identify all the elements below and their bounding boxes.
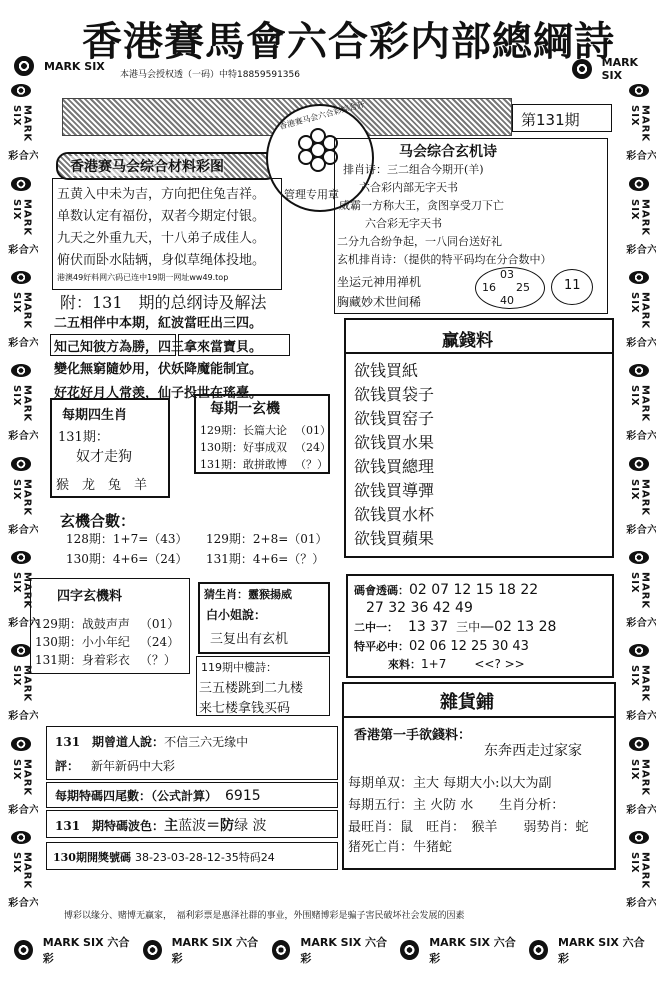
- mark-six-logo-icon: [14, 56, 34, 76]
- mark-six-logo-icon: [629, 271, 649, 284]
- sizi-row: [35, 633, 179, 650]
- bottom-border-strip: [14, 934, 648, 966]
- zahuo-line: 最旺肖：鼠 旺肖： 猴羊 弱势肖：蛇: [348, 820, 589, 835]
- page-title: 香港賽馬會六合彩内部總綱詩: [82, 18, 615, 65]
- border-brand-cn: 六合彩: [5, 616, 38, 628]
- mark-six-logo-icon: [11, 177, 31, 190]
- codes-value: 1+7: [421, 657, 447, 671]
- seal-ring-text: 香港赛马会六合彩综合开: [278, 99, 366, 132]
- mark-six-logo-icon: [629, 364, 649, 377]
- mahui-line: 坐运元神用禅机: [337, 275, 422, 289]
- codes-value: <<? >>: [474, 657, 525, 671]
- gangshi-heading-prefix: 附：131: [60, 293, 123, 312]
- right-border-strip: [622, 80, 656, 920]
- gangshi-line: 知己知彼方為勝，四三拿來當寶貝。: [54, 340, 263, 355]
- banner-text: 香港赛马会综合材料彩图: [70, 156, 224, 176]
- oval-number: 16: [482, 281, 496, 294]
- codes-line: [354, 638, 529, 654]
- row-text: 战鼓声声: [81, 617, 130, 631]
- sizi-row: [35, 651, 176, 668]
- border-brand-text: MARK SIX: [11, 478, 33, 516]
- xuanjishu-cell: 130期：4+6=（24）: [66, 552, 188, 566]
- mark-six-logo-icon: [143, 940, 162, 960]
- yingqian-item: 欲钱買窑子: [354, 409, 435, 428]
- weishu-box: [46, 782, 338, 808]
- bose-fang: 绿 波: [234, 818, 267, 834]
- bose-label: 131 期特碼波色：: [55, 819, 165, 833]
- border-brand-cn: 六合彩: [5, 150, 38, 162]
- daoren-ping-text: 新年新码中大彩: [91, 759, 176, 773]
- codes-value: —02 13 28: [480, 619, 557, 635]
- mark-six-logo-icon: [272, 940, 291, 960]
- border-brand-cn: 六合彩: [5, 710, 38, 722]
- row-issue: 131期：: [200, 458, 243, 471]
- seal-title: 管理专用章: [284, 188, 339, 201]
- border-brand-text: MARK SIX: [629, 385, 651, 423]
- caishengxiao-box: [198, 582, 330, 654]
- zahuo-box: [342, 682, 616, 870]
- yingqian-title: 赢錢料: [442, 331, 493, 351]
- border-brand-text: MARK SIX: [11, 198, 33, 236]
- kaijiang-box: [46, 842, 338, 870]
- row-num: （？）: [295, 458, 328, 471]
- mark-six-logo-icon: [629, 831, 649, 844]
- yingqian-item: 欲钱買袋子: [354, 385, 435, 404]
- weishu-label: 每期特碼四尾數：（公式計算）: [55, 789, 218, 803]
- mark-six-logo-icon: [14, 940, 33, 960]
- mahui-line: 排肖诗：三二组合今期开(羊): [343, 163, 484, 176]
- caishengxiao-title: 猜生肖：靈猴揚威: [204, 588, 292, 601]
- sizi-box: [30, 578, 190, 674]
- poem-footer: 港澳49好料网六码已连中19期一网址ww49.top: [57, 273, 229, 282]
- issue-badge: [512, 104, 612, 132]
- codes-line: [354, 582, 538, 598]
- sizi-title: 四字玄機料: [57, 589, 123, 604]
- row-num: （24）: [139, 635, 180, 649]
- border-brand-text: MARK SIX: [629, 105, 651, 143]
- border-brand-cn: 六合彩: [623, 803, 656, 815]
- weishu-value: 6915: [225, 788, 261, 804]
- oval-number: 40: [500, 294, 514, 307]
- border-brand-text: MARK SIX: [629, 291, 651, 329]
- banner: [56, 152, 278, 180]
- sishengxiao-issue: 131期：: [58, 430, 109, 445]
- mark-six-logo-icon: [400, 940, 419, 960]
- louzhong-title: 119期中樓詩：: [201, 661, 277, 674]
- left-poem-box: [52, 178, 282, 290]
- sishengxiao-box: [50, 398, 170, 498]
- codes-line: [388, 656, 525, 672]
- border-brand-cn: 六合彩: [623, 430, 656, 442]
- border-brand-cn: 六合彩: [623, 150, 656, 162]
- border-brand-text: MARK SIX: [629, 758, 651, 796]
- yingqian-item: 欲钱買水果: [354, 433, 435, 452]
- codes-line: [354, 618, 556, 635]
- louzhong-line: 来七楼拿钱买码: [199, 701, 291, 716]
- xuanjishu-cell: 131期：4+6=（？）: [206, 552, 325, 566]
- number-oval: [475, 267, 545, 309]
- row-issue: 129期：: [35, 617, 82, 631]
- border-brand-text: MARK SIX: [11, 291, 33, 329]
- border-brand-text: MARK SIX: [11, 105, 33, 143]
- yingqian-box: [344, 318, 614, 558]
- border-brand-cn: 六合彩: [5, 523, 38, 535]
- yingqian-item: 欲钱買總理: [354, 457, 435, 476]
- footer-disclaimer: 博彩以缘分、赌博无赢家， 福利彩票是惠泽社群的事业，外围赌博彩是骗子害民破坏社会发展的因素: [64, 911, 465, 921]
- yixuanji-box: [194, 394, 330, 474]
- circle-number: [551, 269, 593, 305]
- mahui-line: 玄机排肖诗：（提供的特平码均在分合数中）: [337, 253, 552, 266]
- row-issue: 130期：: [35, 635, 82, 649]
- yingqian-item: 欲钱買導彈: [354, 481, 435, 500]
- mahui-poem-box: [334, 138, 608, 314]
- poem-line: 五黄入中未为吉，方向把住兔吉祥。: [57, 187, 266, 202]
- codes-line: 27 32 36 42 49: [366, 600, 473, 616]
- codes-value: 02 07 12 15 18 22: [409, 582, 539, 598]
- zahuo-hk-text: 东奔西走过家家: [484, 743, 582, 759]
- mark-six-logo-icon: [629, 644, 649, 657]
- border-brand-cn: 六合彩: [5, 803, 38, 815]
- row-num: （？）: [139, 653, 176, 667]
- kaijiang-label: 130期開獎號碼: [53, 851, 131, 864]
- daoren-text: 不信三六无缘中: [164, 735, 249, 749]
- zahuo-hk-label: 香港第一手欲錢料：: [354, 728, 472, 743]
- poem-line: 单数认定有福份，双者今期定付银。: [57, 209, 266, 224]
- codes-value: 13 37: [408, 619, 449, 635]
- brand-text: MARK SIX: [44, 59, 105, 73]
- border-brand-cn: 六合彩: [623, 896, 656, 908]
- mahui-line: 胸藏妙术世间稀: [337, 295, 422, 309]
- left-border-strip: [4, 80, 38, 920]
- bottom-brand-text: MARK SIX 六合彩: [300, 936, 387, 965]
- yixuanji-row: [200, 439, 331, 455]
- xuanjishu-title: 玄機合數：: [60, 512, 136, 530]
- sishengxiao-animals: 猴 龙 兔 羊: [56, 478, 148, 493]
- daoren-ping-label: 評：: [55, 759, 80, 773]
- border-brand-cn: 六合彩: [5, 896, 38, 908]
- mark-six-logo-icon: [11, 737, 31, 750]
- daoren-issue: 131 期曾道人說：: [55, 735, 165, 749]
- codes-label: 碼會透碼：: [354, 584, 409, 597]
- circle-number-text: 11: [564, 278, 581, 293]
- daoren-line: [55, 733, 248, 750]
- bose-fang-label: ＝防: [206, 818, 235, 834]
- mark-six-logo-icon: [529, 940, 548, 960]
- kaijiang-line: [53, 849, 275, 865]
- border-brand-text: MARK SIX: [11, 851, 33, 889]
- brand-text: MARK SIX: [601, 56, 639, 82]
- border-brand-cn: 六合彩: [5, 243, 38, 255]
- border-brand-cn: 六合彩: [623, 616, 656, 628]
- xuanjishu-cell: 128期：1+7=（43）: [66, 532, 188, 546]
- bottom-brand-text: MARK SIX 六合彩: [42, 936, 130, 965]
- sishengxiao-line: 奴才走狗: [76, 449, 132, 465]
- border-brand-cn: 六合彩: [5, 337, 38, 348]
- border-brand-text: MARK SIX: [11, 385, 33, 423]
- bose-main: 蓝波: [178, 818, 207, 834]
- mark-six-logo-icon: [629, 84, 649, 97]
- mark-six-logo-icon: [11, 831, 31, 844]
- row-issue: 131期：: [35, 653, 82, 667]
- gangshi-line: 好花好月人常羡，仙子投世在瑤臺。: [54, 386, 263, 401]
- gangshi-line: 變化無窮隨妙用，伏妖降魔能制宜。: [54, 362, 263, 377]
- border-brand-cn: 六合彩: [623, 523, 656, 535]
- border-brand-text: MARK SIX: [11, 758, 33, 796]
- daoren-box: [46, 726, 338, 780]
- yixuanji-row: [200, 422, 331, 438]
- mark-six-logo-icon: [629, 737, 649, 750]
- louzhong-box: [196, 656, 330, 716]
- mahui-line: 二分九合纷争起，一八同台送好礼: [337, 235, 502, 248]
- row-text: 长篇大论: [243, 424, 287, 437]
- border-brand-text: MARK SIX: [629, 198, 651, 236]
- caishengxiao-text: 三复出有玄机: [210, 632, 289, 647]
- border-brand-text: MARK SIX: [629, 478, 651, 516]
- codes-label: 三中: [456, 620, 481, 634]
- gangshi-heading: [60, 290, 267, 313]
- yingqian-item: 欲钱買紙: [354, 361, 419, 380]
- caishengxiao-subtitle: 白小姐說：: [206, 608, 267, 622]
- row-text: 身着彩衣: [81, 653, 130, 667]
- kaijiang-value: 38-23-03-28-12-35特码24: [134, 851, 275, 864]
- border-brand-text: MARK SIX: [11, 665, 33, 703]
- row-num: （01）: [295, 424, 331, 437]
- yingqian-item: 欲钱買蘋果: [354, 529, 435, 548]
- issue-number: 第131期: [521, 111, 580, 129]
- bottom-brand-text: MARK SIX 六合彩: [171, 936, 259, 965]
- zahuo-title: 雜貨鋪: [440, 692, 494, 713]
- yixuanji-title: 每期一玄機: [210, 401, 280, 417]
- poem-line: 九天之外重九天，十八弟子成佳人。: [57, 231, 266, 246]
- zahuo-line: 每期单双：主大 每期大小:以大为副: [348, 776, 552, 791]
- weishu-line: [55, 787, 261, 804]
- zahuo-line: 猪死亡肖：牛猪蛇: [348, 840, 453, 855]
- codes-label: 來料：: [388, 658, 421, 671]
- row-num: （01）: [139, 617, 180, 631]
- border-brand-text: MARK SIX: [629, 851, 651, 889]
- mark-six-logo-icon: [629, 551, 649, 564]
- row-issue: 130期：: [200, 441, 243, 454]
- codes-label: 二中一：: [354, 621, 398, 634]
- page-subtitle: 本港马会授权透（一码）中特18859591356: [120, 70, 300, 80]
- border-brand-cn: 六合彩: [623, 710, 656, 722]
- mahui-title: 马会综合玄机诗: [399, 144, 497, 160]
- bottom-brand-text: MARK SIX 六合彩: [558, 936, 645, 965]
- border-brand-cn: 六合彩: [5, 430, 38, 442]
- bose-main-label: 主: [164, 818, 179, 834]
- sishengxiao-title: 每期四生肖: [62, 408, 128, 423]
- mark-six-logo-icon: [11, 644, 31, 657]
- mahui-line: 威霸一方称大王，贪图享受刀下亡: [339, 199, 504, 212]
- codes-value: 02 06 12 25 30 43: [409, 639, 529, 654]
- gangshi-line: 二五相伴中本期，紅波當旺出三四。: [54, 316, 263, 331]
- mahui-line: 六合彩无字天书: [365, 217, 442, 230]
- row-issue: 129期：: [200, 424, 243, 437]
- codes-label: 特平必中：: [354, 640, 409, 653]
- bose-box: [46, 810, 338, 838]
- mark-six-logo-icon: [11, 364, 31, 377]
- poem-line: 俯伏而卧水陆辆，身似草绳体投地。: [57, 253, 266, 268]
- oval-number: 03: [500, 268, 514, 281]
- bottom-brand-text: MARK SIX 六合彩: [429, 936, 516, 965]
- border-brand-text: MARK SIX: [11, 571, 33, 609]
- codes-box: [346, 574, 614, 678]
- daoren-ping: [55, 757, 175, 774]
- gangshi-heading-suffix: 期的总纲诗及解法: [138, 293, 267, 312]
- mahui-line: 六合彩内部无字天书: [359, 181, 458, 194]
- mark-six-logo-icon: [629, 457, 649, 470]
- border-brand-cn: 六合彩: [623, 243, 656, 255]
- zahuo-line: 每期五行：主 火防 水 生肖分析：: [348, 798, 565, 813]
- row-text: 小小年纪: [81, 635, 130, 649]
- mark-six-logo-icon: [629, 177, 649, 190]
- sizi-row: [35, 615, 179, 632]
- yixuanji-row: [200, 456, 328, 472]
- oval-number: 25: [516, 281, 530, 294]
- row-num: （24）: [295, 441, 331, 454]
- louzhong-line: 三五楼跳到二九楼: [199, 681, 304, 696]
- row-text: 敢拼敢博: [243, 458, 287, 471]
- border-brand-cn: 六合彩: [623, 337, 656, 348]
- mark-six-logo-icon: [11, 551, 31, 564]
- yingqian-item: 欲钱買水杯: [354, 505, 435, 524]
- mark-six-logo-icon: [11, 271, 31, 284]
- bose-line: [55, 815, 267, 835]
- mark-six-logo-icon: [11, 457, 31, 470]
- xuanjishu-cell: 129期：2+8=（01）: [206, 532, 328, 546]
- row-text: 好事成双: [243, 441, 287, 454]
- mark-six-logo-icon: [11, 84, 31, 97]
- border-brand-text: MARK SIX: [629, 665, 651, 703]
- border-brand-text: MARK SIX: [629, 571, 651, 609]
